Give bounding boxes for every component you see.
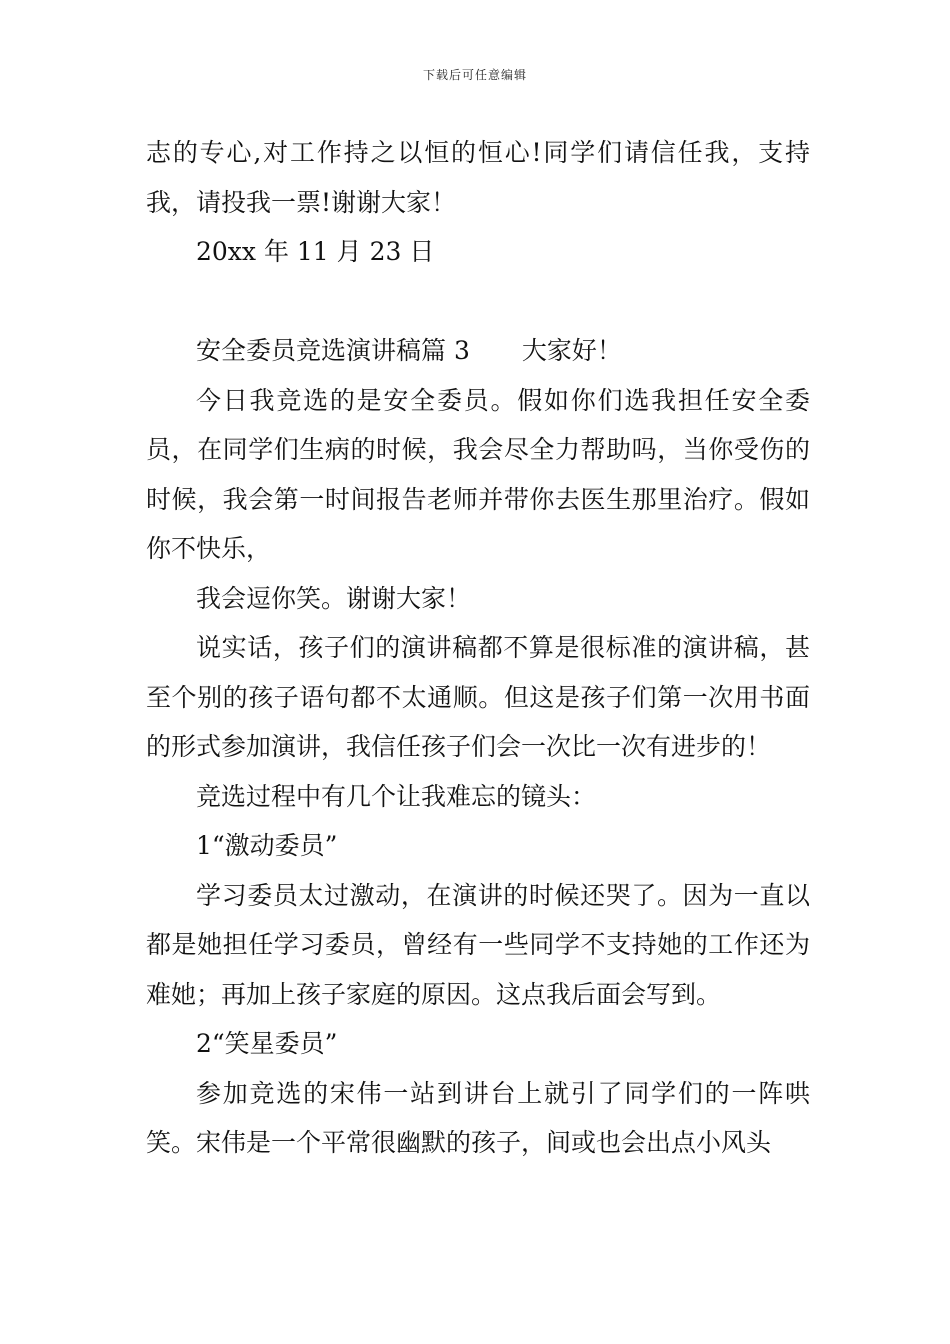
paragraph-6: 我会逗你笑。谢谢大家！ <box>196 583 472 613</box>
paragraph-7: 说实话，孩子们的演讲稿都不算是很标准的演讲稿，甚至个别的孩子语句都不太通顺。但这是孩子们第一次用书面的形式参加演讲，我信任孩子们会一次比一次有进步的！ <box>146 633 810 761</box>
subheading-1: 1“激动委员” <box>196 831 338 860</box>
paragraph-10: 学习委员太过激动，在演讲的时候还哭了。因为一直以都是她担任学习委员，曾经有一些同学不支持她的工作还为难她；再加上孩子家庭的原因。这点我后面会写到。 <box>146 880 810 1009</box>
subheading-2: 2“笑星委员” <box>196 1029 338 1058</box>
section-title: 安全委员竞选演讲稿篇 3 <box>196 336 470 365</box>
paragraph-1: 志的专心,对工作持之以恒的恒心!同学们请信任我，支持我，请投我一票!谢谢大家！ <box>146 138 810 217</box>
paragraph-5: 今日我竞选的是安全委员。假如你们选我担任安全委员，在同学们生病的时候，我会尽全力帮助吗，当你受伤的时候，我会第一时间报告老师并带你去医生那里治疗。假如你不快乐， <box>146 385 810 563</box>
date-line: 20xx 年 11 月 23 日 <box>196 237 435 266</box>
greeting: 大家好！ <box>521 336 622 365</box>
section-title-line <box>146 326 810 376</box>
page-header: 下载后可任意编辑 <box>422 68 527 82</box>
document-body <box>146 128 810 1168</box>
blank-line <box>146 277 810 327</box>
paragraph-12: 参加竞选的宋伟一站到讲台上就引了同学们的一阵哄笑。宋伟是一个平常很幽默的孩子，间或也会出点小风头 <box>146 1078 810 1157</box>
paragraph-8: 竞选过程中有几个让我难忘的镜头： <box>196 781 597 811</box>
